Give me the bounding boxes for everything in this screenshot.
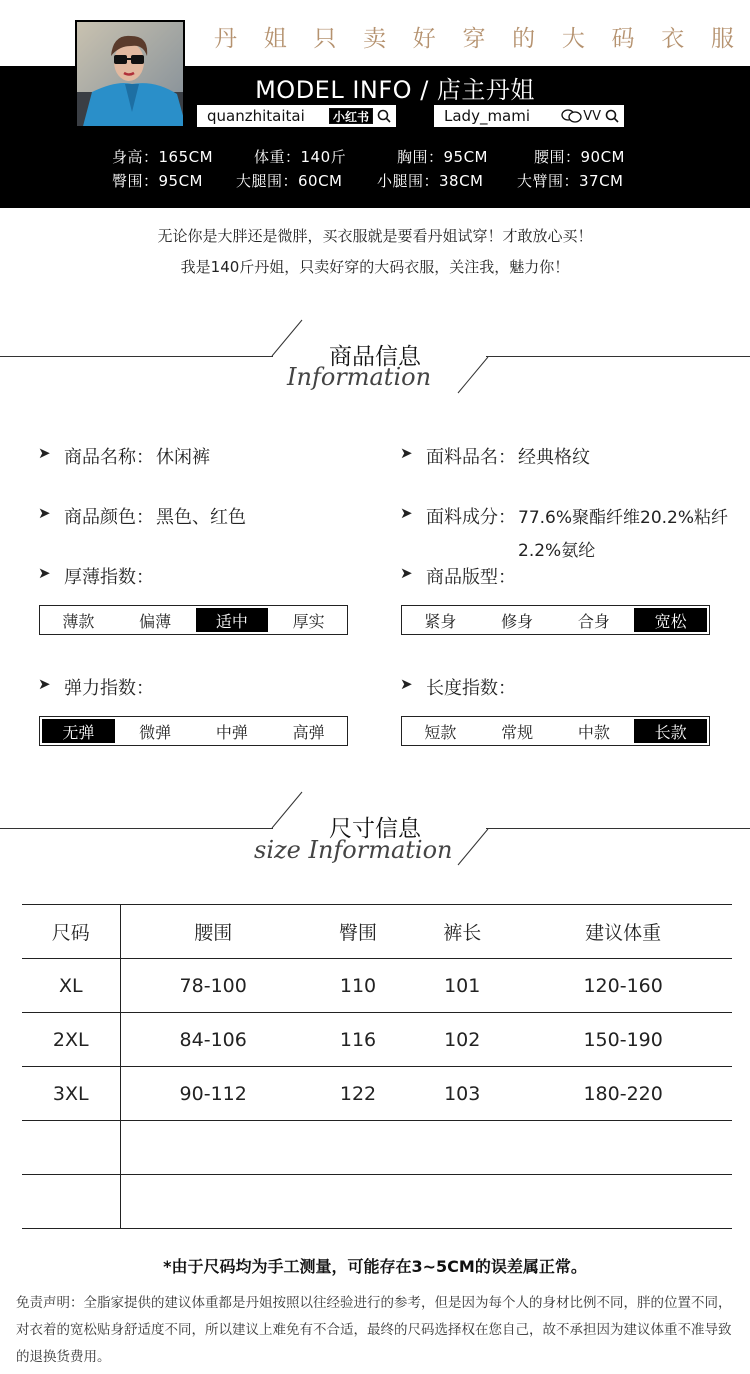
table-cell: 150-190 xyxy=(514,1013,732,1067)
slogan-char: 好 xyxy=(412,25,436,52)
vv-handle[interactable] xyxy=(434,105,624,127)
header-cell: 尺码 xyxy=(22,905,120,959)
table-cell xyxy=(306,1175,410,1229)
table-cell xyxy=(120,1121,306,1175)
scale-option: 常规 xyxy=(501,722,534,742)
length-scale xyxy=(401,716,710,746)
slogan-char: 姐 xyxy=(263,25,287,52)
arrow-icon: ➤ xyxy=(38,504,51,522)
table-cell: 2XL xyxy=(22,1013,120,1067)
platform-label: VV xyxy=(583,108,601,124)
info-fit xyxy=(400,563,516,589)
scale-option: 中款 xyxy=(577,722,610,742)
info-value: 经典格纹 xyxy=(518,447,590,468)
table-row xyxy=(22,1067,732,1121)
platform-badge xyxy=(329,108,373,124)
scale-option: 中弹 xyxy=(215,722,248,742)
disclaimer: 免责声明：全脂家提供的建议体重都是丹姐按照以往经验进行的参考，但是因为每个人的身材比例不同，胖的位置不同，对衣着的宽松贴身舒适度不同，所以建议上难免有不合适，最终的尺码选择权在您自己，故不承担因为建议体重不准导致的退换货费用。 xyxy=(16,1295,732,1365)
model-info-title: MODEL INFO / 店主丹姐 xyxy=(255,76,535,104)
info-label: 厚薄指数： xyxy=(64,567,154,588)
arrow-icon: ➤ xyxy=(38,675,51,693)
info-thickness xyxy=(38,563,154,589)
table-row xyxy=(22,1121,732,1175)
measurement-note: *由于尺码均为手工测量，可能存在3~5CM的误差属正常。 xyxy=(163,1257,587,1276)
header-cell: 裤长 xyxy=(410,905,514,959)
info-label: 面料品名： xyxy=(426,447,516,468)
handle-name: Lady_mami xyxy=(444,107,531,125)
table-cell: 101 xyxy=(410,959,514,1013)
header-cell: 臀围 xyxy=(306,905,410,959)
header-slogan xyxy=(214,20,734,52)
table-cell xyxy=(410,1121,514,1175)
info-label: 面料成分： xyxy=(426,507,516,528)
info-product-name xyxy=(38,443,210,469)
table-cell xyxy=(120,1175,306,1229)
scale-option: 薄款 xyxy=(62,611,95,631)
info-length xyxy=(400,674,516,700)
table-cell xyxy=(410,1175,514,1229)
measurement-thigh: 大腿围：60CM xyxy=(236,172,343,190)
script-wordmark xyxy=(285,355,460,405)
slogan-char: 大 xyxy=(561,25,585,52)
scale-option-selected: 宽松 xyxy=(634,608,707,632)
slogan-char: 穿 xyxy=(462,25,486,52)
fit-scale xyxy=(401,605,710,635)
scale-option: 修身 xyxy=(501,611,534,631)
info-value: 休闲裤 xyxy=(156,447,210,468)
chat-bubble-icon xyxy=(561,109,583,123)
size-table xyxy=(22,904,732,1229)
platform-label: 小红书 xyxy=(332,109,369,124)
scale-option-selected: 适中 xyxy=(196,608,269,632)
slogan-char: 卖 xyxy=(363,25,387,52)
measurement-calf: 小腿围：38CM xyxy=(377,172,484,190)
table-row xyxy=(22,1013,732,1067)
table-cell: XL xyxy=(22,959,120,1013)
arrow-icon: ➤ xyxy=(400,675,413,693)
table-cell: 90-112 xyxy=(120,1067,306,1121)
info-composition xyxy=(400,503,728,561)
arrow-icon: ➤ xyxy=(400,444,413,462)
slogan-char: 码 xyxy=(611,25,635,52)
search-icon xyxy=(376,108,392,124)
arrow-icon: ➤ xyxy=(38,444,51,462)
table-cell xyxy=(22,1175,120,1229)
info-value xyxy=(518,503,728,561)
info-elasticity xyxy=(38,674,154,700)
table-cell: 180-220 xyxy=(514,1067,732,1121)
slogan-char: 衣 xyxy=(661,25,685,52)
slogan-char: 服 xyxy=(710,25,734,52)
slogan-char: 的 xyxy=(512,25,536,52)
table-row xyxy=(22,959,732,1013)
intro-line: 我是140斤丹姐，只卖好穿的大码衣服，关注我，魅力你！ xyxy=(180,258,570,276)
arrow-icon: ➤ xyxy=(38,564,51,582)
table-cell: 103 xyxy=(410,1067,514,1121)
info-label: 商品名称： xyxy=(64,447,154,468)
table-cell: 116 xyxy=(306,1013,410,1067)
table-cell: 3XL xyxy=(22,1067,120,1121)
measurement-weight: 体重：140斤 xyxy=(254,148,347,166)
measurement-waist: 腰围：90CM xyxy=(534,148,626,166)
scale-option: 偏薄 xyxy=(139,611,172,631)
header-cell: 腰围 xyxy=(120,905,306,959)
info-label: 弹力指数： xyxy=(64,678,154,699)
info-color xyxy=(38,503,246,529)
measurement-hip: 臀围：95CM xyxy=(112,172,204,190)
info-label: 长度指数： xyxy=(426,678,516,699)
elasticity-scale xyxy=(39,716,348,746)
platform-badge xyxy=(561,108,601,124)
slogan-char: 只 xyxy=(313,25,337,52)
intro-line: 无论你是大胖还是微胖，买衣服就是要看丹姐试穿！才敢放心买！ xyxy=(157,227,593,245)
table-cell: 110 xyxy=(306,959,410,1013)
section-title: 商品信息 xyxy=(329,344,421,370)
table-cell xyxy=(306,1121,410,1175)
xiaohongshu-handle[interactable] xyxy=(197,105,396,127)
info-value: 黑色、红色 xyxy=(156,507,246,528)
composition-line: 77.6%聚酯纤维20.2%粘纤 xyxy=(518,508,729,528)
scale-option: 紧身 xyxy=(424,611,457,631)
composition-line: 2.2%氨纶 xyxy=(518,541,596,561)
header-cell: 建议体重 xyxy=(514,905,732,959)
search-icon xyxy=(604,108,620,124)
arrow-icon: ➤ xyxy=(400,504,413,522)
table-cell: 122 xyxy=(306,1067,410,1121)
table-cell xyxy=(514,1175,732,1229)
info-label: 商品颜色： xyxy=(64,507,154,528)
script-text: size Information xyxy=(254,836,453,864)
arrow-icon: ➤ xyxy=(400,564,413,582)
script-text: Information xyxy=(287,363,432,391)
measurement-chest: 胸围：95CM xyxy=(397,148,489,166)
info-label: 商品版型： xyxy=(426,567,516,588)
scale-option: 合身 xyxy=(577,611,610,631)
table-header-row xyxy=(22,905,732,959)
scale-option: 微弹 xyxy=(139,722,172,742)
scale-option-selected: 无弹 xyxy=(42,719,115,743)
measurement-height: 身高：165CM xyxy=(112,148,214,166)
table-cell: 120-160 xyxy=(514,959,732,1013)
scale-option-selected: 长款 xyxy=(634,719,707,743)
table-cell: 102 xyxy=(410,1013,514,1067)
table-cell xyxy=(514,1121,732,1175)
slogan-char: 丹 xyxy=(214,25,237,52)
script-wordmark xyxy=(250,828,490,878)
info-fabric-name xyxy=(400,443,590,469)
scale-option: 短款 xyxy=(424,722,457,742)
scale-option: 高弹 xyxy=(292,722,325,742)
scale-option: 厚实 xyxy=(292,611,325,631)
section-title: 尺寸信息 xyxy=(329,816,421,842)
table-cell xyxy=(22,1121,120,1175)
table-cell: 84-106 xyxy=(120,1013,306,1067)
thickness-scale xyxy=(39,605,348,635)
measurement-upper-arm: 大臂围：37CM xyxy=(517,172,624,190)
table-cell: 78-100 xyxy=(120,959,306,1013)
handle-name: quanzhitaitai xyxy=(207,107,305,125)
table-row xyxy=(22,1175,732,1229)
